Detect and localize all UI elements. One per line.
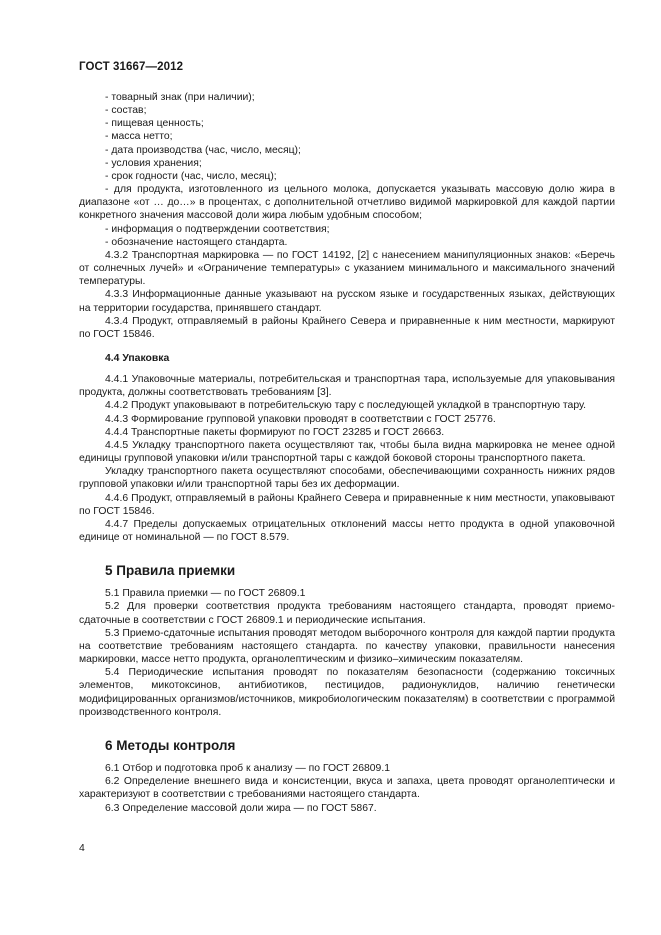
paragraph-4-4-4: 4.4.4 Транспортные пакеты формируют по ГОСТ 23285 и ГОСТ 26663. [105,426,445,438]
paragraph-4-4-1: 4.4.1 Упаковочные материалы, потребительская и транспортная тара, используемые для упаковывания продукта, должны соответствовать требованиям [3]. [79,374,615,399]
paragraph-4-4-5-cont: Укладку транспортного пакета осуществляют способами, обеспечивающими сохранность нижних рядов групповой упаковки и/или транспортной тары без их деформации. [79,466,615,491]
paragraph-6-3: 6.3 Определение массовой доли жира — по ГОСТ 5867. [105,802,377,814]
section-6-heading: 6 Методы контроля [105,737,236,753]
marking-list [79,91,615,249]
list-item: - масса нетто; [105,131,173,143]
paragraph-5-4: 5.4 Периодические испытания проводят по показателям безопасности (содержанию токсичных элементов, микотоксинов, антибиотиков, пестицидов, радионуклидов, наличию генетически модифицированных организмов/источников, микробиологическим показателям) в соответствии с программой производственного контроля. [79,667,615,718]
list-item: - информация о подтверждении соответствия; [105,223,330,235]
paragraph-6-1: 6.1 Отбор и подготовка проб к анализу — по ГОСТ 26809.1 [105,763,390,775]
paragraph-5-2: 5.2 Для проверки соответствия продукта требованиям настоящего стандарта, проводят приемо-сдаточные в соответствии с ГОСТ 26809.1 и периодические испытания. [79,601,615,626]
paragraph-4-4-5: 4.4.5 Укладку транспортного пакета осуществляют так, чтобы была видна маркировка не менее одной единицы групповой упаковки и/или транспортной тары с каждой боковой стороны транспортного пакета. [79,439,615,465]
list-item: - состав; [105,105,147,117]
list-item: - пищевая ценность; [105,118,204,130]
paragraph-6-2: 6.2 Определение внешнего вида и консистенции, вкуса и запаха, цвета проводят органолептически и характеризуют в соответствии с требованиями настоящего стандарта. [79,776,615,801]
page-header: ГОСТ 31667—2012 [79,61,184,73]
paragraph-4-4-6: 4.4.6 Продукт, отправляемый в районы Крайнего Севера и приравненные к ним местности, упаковывают по ГОСТ 15846. [79,492,615,517]
document-body [79,91,615,815]
paragraph-5-3: 5.3 Приемо-сдаточные испытания проводят методом выборочного контроля для каждой партии продукта на соответствие требованиям настоящего стандарта. по качеству упаковки, правильности нанесения маркировки, массе нетто продукта, органолептическим и физико–химическим показателям. [79,627,615,666]
packaging-heading: 4.4 Упаковка [105,352,170,364]
paragraph-5-1: 5.1 Правила приемки — по ГОСТ 26809.1 [105,588,306,600]
paragraph-4-3-3: 4.3.3 Информационные данные указывают на русском языке и государственных языках, действующих на территории государства, принявшего стандарт. [79,289,615,314]
list-item: - дата производства (час, число, месяц); [105,144,301,156]
paragraph-4-3-2: 4.3.2 Транспортная маркировка — по ГОСТ 14192, [2] с нанесением манипуляционных знаков: «Беречь от солнечных лучей» и «Ограничение температуры» с указанием минимального и максимального значений температуры. [79,249,615,288]
section-5-heading: 5 Правила приемки [105,563,236,579]
list-item: - обозначение настоящего стандарта. [105,236,288,248]
list-item: - для продукта, изготовленного из цельного молока, допускается указывать массовую долю жира в диапазоне «от … до…» в процентах, с дополнительной отчетливо видимой маркировкой для каждой партии конкретного значения массовой доли жира любым удобным способом; [79,184,615,222]
page-number: 4 [79,843,85,854]
paragraph-4-4-2: 4.4.2 Продукт упаковывают в потребительскую тару с последующей укладкой в транспортную тару. [105,400,587,412]
paragraph-4-3-4: 4.3.4 Продукт, отправляемый в районы Крайнего Севера и приравненные к ним местности, маркируют по ГОСТ 15846. [79,315,615,340]
paragraph-4-4-7: 4.4.7 Пределы допускаемых отрицательных отклонений массы нетто продукта в одной упаковочной единице от номинальной — по ГОСТ 8.579. [79,518,615,543]
paragraph-4-4-3: 4.4.3 Формирование групповой упаковки проводят в соответствии с ГОСТ 25776. [105,413,496,425]
list-item: - срок годности (час, число, месяц); [105,170,277,182]
list-item: - товарный знак (при наличии); [105,92,255,103]
list-item: - условия хранения; [105,157,202,169]
